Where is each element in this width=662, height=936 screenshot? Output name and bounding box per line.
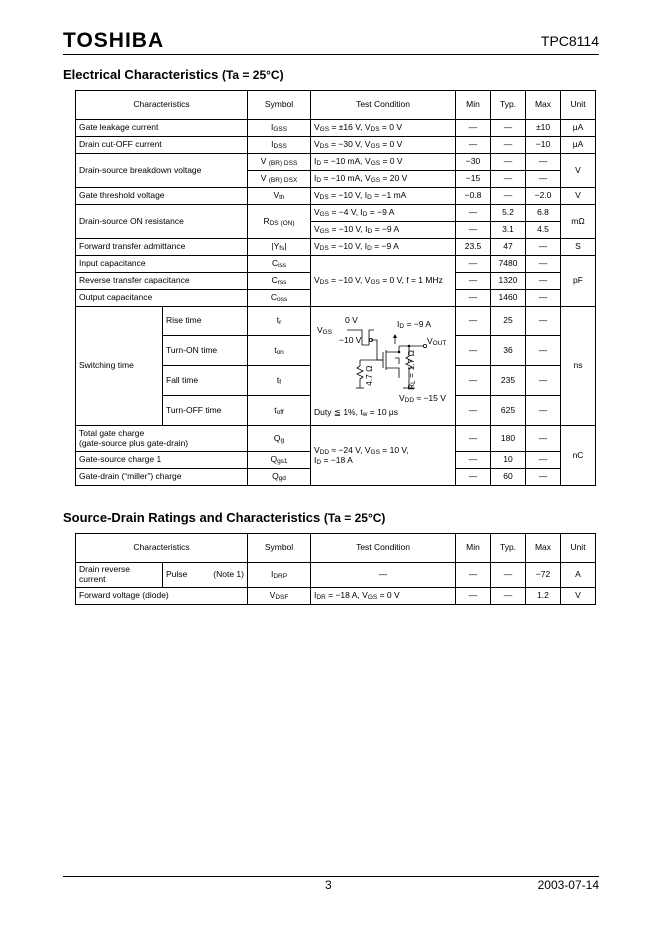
test-condition: —: [311, 563, 456, 588]
typ-value: 25: [491, 307, 526, 336]
typ-value: 235: [491, 366, 526, 396]
min-value: —: [456, 120, 491, 137]
symbol: $V_{th}$: [248, 188, 311, 205]
current-arrow-head: [393, 334, 397, 338]
header-typ: Typ.: [491, 534, 526, 563]
min-value: —: [456, 222, 491, 239]
header-unit: Unit: [561, 91, 596, 120]
typ-value: 5.2: [491, 205, 526, 222]
table-row: [76, 588, 596, 605]
header-max: Max: [526, 91, 561, 120]
min-value: —: [456, 256, 491, 273]
char-name: Forward transfer admittance: [76, 239, 248, 256]
max-value: 1.2: [526, 588, 561, 605]
header-min: Min: [456, 534, 491, 563]
unit: A: [561, 563, 596, 588]
char-name: Output capacitance: [76, 290, 248, 307]
section-condition: (Ta = 25°C): [323, 511, 386, 525]
test-condition: $V_{GS} = \pm 16$ V, $V_{DS} = 0$ V: [311, 120, 456, 137]
table-header-row: [76, 91, 596, 120]
max-value: —: [526, 396, 561, 426]
symbol: $Q_{gd}$: [248, 469, 311, 486]
typ-value: —: [491, 563, 526, 588]
vdd-label: $V_{DD} \approx -15$ V: [399, 393, 446, 404]
min-value: −0.8: [456, 188, 491, 205]
max-value: −10: [526, 137, 561, 154]
typ-value: 7480: [491, 256, 526, 273]
symbol: $C_{iss}$: [248, 256, 311, 273]
symbol: $I_{DSS}$: [248, 137, 311, 154]
unit: nC: [561, 426, 596, 486]
document-date: 2003-07-14: [537, 878, 599, 892]
header-rule: [63, 54, 599, 55]
sub-char-name: Pulse (Note 1): [163, 563, 248, 588]
max-value: —: [526, 290, 561, 307]
header-symbol: Symbol: [248, 534, 311, 563]
symbol: $C_{oss}$: [248, 290, 311, 307]
test-condition: $V_{DS} = -10$ V, $I_D = -1$ mA: [311, 188, 456, 205]
table-row: [76, 205, 596, 222]
char-name: Forward voltage (diode): [76, 588, 248, 605]
max-value: —: [526, 307, 561, 336]
min-value: —: [456, 563, 491, 588]
typ-value: 36: [491, 336, 526, 366]
part-number: TPC8114: [540, 33, 599, 49]
header-typ: Typ.: [491, 91, 526, 120]
test-condition: $V_{DS} = -10$ V, $I_D = -9$ A: [311, 239, 456, 256]
header-min: Min: [456, 91, 491, 120]
min-value: —: [456, 307, 491, 336]
min-value: −30: [456, 154, 491, 171]
min-value: —: [456, 205, 491, 222]
mosfet-source: [386, 368, 399, 378]
unit: μA: [561, 137, 596, 154]
unit: S: [561, 239, 596, 256]
test-condition: $I_D = -10$ mA, $V_{GS} = 20$ V: [311, 171, 456, 188]
section-title-text: Electrical Characteristics: [63, 67, 219, 82]
max-value: −2.0: [526, 188, 561, 205]
symbol: $t_{on}$: [248, 336, 311, 366]
symbol: $I_{GSS}$: [248, 120, 311, 137]
symbol: $I_{DRP}$: [248, 563, 311, 588]
junction-dot: [398, 351, 401, 354]
unit: V: [561, 154, 596, 188]
char-name: Gate-source charge 1: [76, 452, 248, 469]
header-test-condition: Test Condition: [311, 534, 456, 563]
char-name: Gate threshold voltage: [76, 188, 248, 205]
min-value: —: [456, 336, 491, 366]
sub-char-name: Rise time: [163, 307, 248, 336]
max-value: —: [526, 469, 561, 486]
footer-rule: [63, 876, 599, 877]
table-row: [76, 426, 596, 452]
max-value: —: [526, 256, 561, 273]
typ-value: —: [491, 137, 526, 154]
source-drain-table: [75, 533, 596, 605]
junction-dot: [408, 345, 411, 348]
test-condition: $V_{DD} \approx -24$ V, $V_{GS} = 10$ V, $I_D = -18$ A: [311, 426, 456, 486]
section-title-source-drain: [63, 510, 385, 525]
duty-label: Duty ≦ 1%, $t_w = 10$ μs: [314, 407, 399, 418]
switching-test-circuit: [311, 307, 456, 426]
sub-char-name: Turn-ON time: [163, 336, 248, 366]
min-value: —: [456, 588, 491, 605]
typ-value: 10: [491, 452, 526, 469]
typ-value: 625: [491, 396, 526, 426]
table-row: [76, 256, 596, 273]
vgs-label: $V_{GS}$: [317, 325, 333, 336]
char-name: Switching time: [76, 307, 163, 426]
drain-current-label: $I_D = -9$ A: [397, 319, 432, 330]
section-condition: (Ta = 25°C): [222, 68, 284, 82]
char-name: Gate-drain (“miller”) charge: [76, 469, 248, 486]
test-condition: $V_{GS} = -10$ V, $I_D = -9$ A: [311, 222, 456, 239]
typ-value: 47: [491, 239, 526, 256]
max-value: —: [526, 154, 561, 171]
symbol: $t_f$: [248, 366, 311, 396]
gate-resistor-label: 4.7 Ω: [364, 365, 374, 386]
test-condition: $I_D = -10$ mA, $V_{GS} = 0$ V: [311, 154, 456, 171]
electrical-table: [75, 90, 596, 486]
unit: ns: [561, 307, 596, 426]
vout-label: $V_{OUT}$: [427, 336, 447, 347]
header-max: Max: [526, 534, 561, 563]
min-value: 23.5: [456, 239, 491, 256]
typ-value: 180: [491, 426, 526, 452]
symbol: V $_{(BR) DSX}$: [248, 171, 311, 188]
max-value: ±10: [526, 120, 561, 137]
min-value: —: [456, 290, 491, 307]
char-name: Drain reverse current: [76, 563, 163, 588]
circuit-diagram: [311, 308, 456, 424]
max-value: —: [526, 426, 561, 452]
header-unit: Unit: [561, 534, 596, 563]
min-value: —: [456, 452, 491, 469]
symbol: $V_{DSF}$: [248, 588, 311, 605]
max-value: 6.8: [526, 205, 561, 222]
char-name: Total gate charge (gate-source plus gate-drain): [76, 426, 248, 452]
table-header-row: [76, 534, 596, 563]
symbol: $t_{off}$: [248, 396, 311, 426]
symbol: $|Y_{fs}|$: [248, 239, 311, 256]
typ-value: —: [491, 154, 526, 171]
min-value: —: [456, 273, 491, 290]
header-symbol: Symbol: [248, 91, 311, 120]
symbol: $R_{DS (ON)}$: [248, 205, 311, 239]
typ-value: 60: [491, 469, 526, 486]
max-value: −72: [526, 563, 561, 588]
table-row: [76, 120, 596, 137]
typ-value: —: [491, 120, 526, 137]
max-value: 4.5: [526, 222, 561, 239]
symbol: $Q_g$: [248, 426, 311, 452]
char-name: Drain-source breakdown voltage: [76, 154, 248, 188]
min-value: —: [456, 137, 491, 154]
char-name: Gate leakage current: [76, 120, 248, 137]
table-row: [76, 307, 596, 336]
char-name: Input capacitance: [76, 256, 248, 273]
pulse-low-label: −10 V: [339, 335, 362, 345]
max-value: —: [526, 239, 561, 256]
toshiba-logo: TOSHIBA: [63, 29, 165, 52]
page-number: 3: [325, 878, 332, 892]
symbol: V $_{(BR) DSS}$: [248, 154, 311, 171]
test-condition: $V_{DS} = -30$ V, $V_{GS} = 0$ V: [311, 137, 456, 154]
mosfet-drain: [386, 346, 399, 352]
sub-char-name: Fall time: [163, 366, 248, 396]
typ-value: 1460: [491, 290, 526, 307]
max-value: —: [526, 366, 561, 396]
unit: pF: [561, 256, 596, 307]
char-name: Drain cut-OFF current: [76, 137, 248, 154]
min-value: —: [456, 469, 491, 486]
load-resistor-label: $R_L = 1.7$ Ω: [406, 350, 417, 390]
gate-wire: [371, 340, 383, 360]
min-value: —: [456, 366, 491, 396]
max-value: —: [526, 273, 561, 290]
unit: V: [561, 588, 596, 605]
header-characteristics: Characteristics: [76, 91, 248, 120]
header-test-condition: Test Condition: [311, 91, 456, 120]
sub-char-name: Turn-OFF time: [163, 396, 248, 426]
typ-value: 1320: [491, 273, 526, 290]
unit: V: [561, 188, 596, 205]
typ-value: 3.1: [491, 222, 526, 239]
section-title-text: Source-Drain Ratings and Characteristics: [63, 510, 321, 525]
min-value: —: [456, 396, 491, 426]
section-title-electrical: [63, 67, 284, 82]
table-row: [76, 188, 596, 205]
char-name: Reverse transfer capacitance: [76, 273, 248, 290]
resistor-4-7-ohm: [357, 360, 363, 388]
mosfet-body: [395, 358, 399, 364]
min-value: −15: [456, 171, 491, 188]
symbol: $Q_{gs1}$: [248, 452, 311, 469]
symbol: $C_{rss}$: [248, 273, 311, 290]
unit: μA: [561, 120, 596, 137]
test-condition: $V_{GS} = -4$ V, $I_D = -9$ A: [311, 205, 456, 222]
table-row: [76, 239, 596, 256]
max-value: —: [526, 452, 561, 469]
min-value: —: [456, 426, 491, 452]
table-row: [76, 137, 596, 154]
header-characteristics: Characteristics: [76, 534, 248, 563]
typ-value: —: [491, 588, 526, 605]
typ-value: —: [491, 188, 526, 205]
unit: mΩ: [561, 205, 596, 239]
table-row: [76, 563, 596, 588]
char-name: Drain-source ON resistance: [76, 205, 248, 239]
max-value: —: [526, 336, 561, 366]
symbol: $t_r$: [248, 307, 311, 336]
typ-value: —: [491, 171, 526, 188]
table-row: [76, 154, 596, 171]
test-condition: $I_{DR} = -18$ A, $V_{GS} = 0$ V: [311, 588, 456, 605]
pulse-high-label: 0 V: [345, 315, 358, 325]
max-value: —: [526, 171, 561, 188]
test-condition: $V_{DS} = -10$ V, $V_{GS} = 0$ V, f = 1 MHz: [311, 256, 456, 307]
